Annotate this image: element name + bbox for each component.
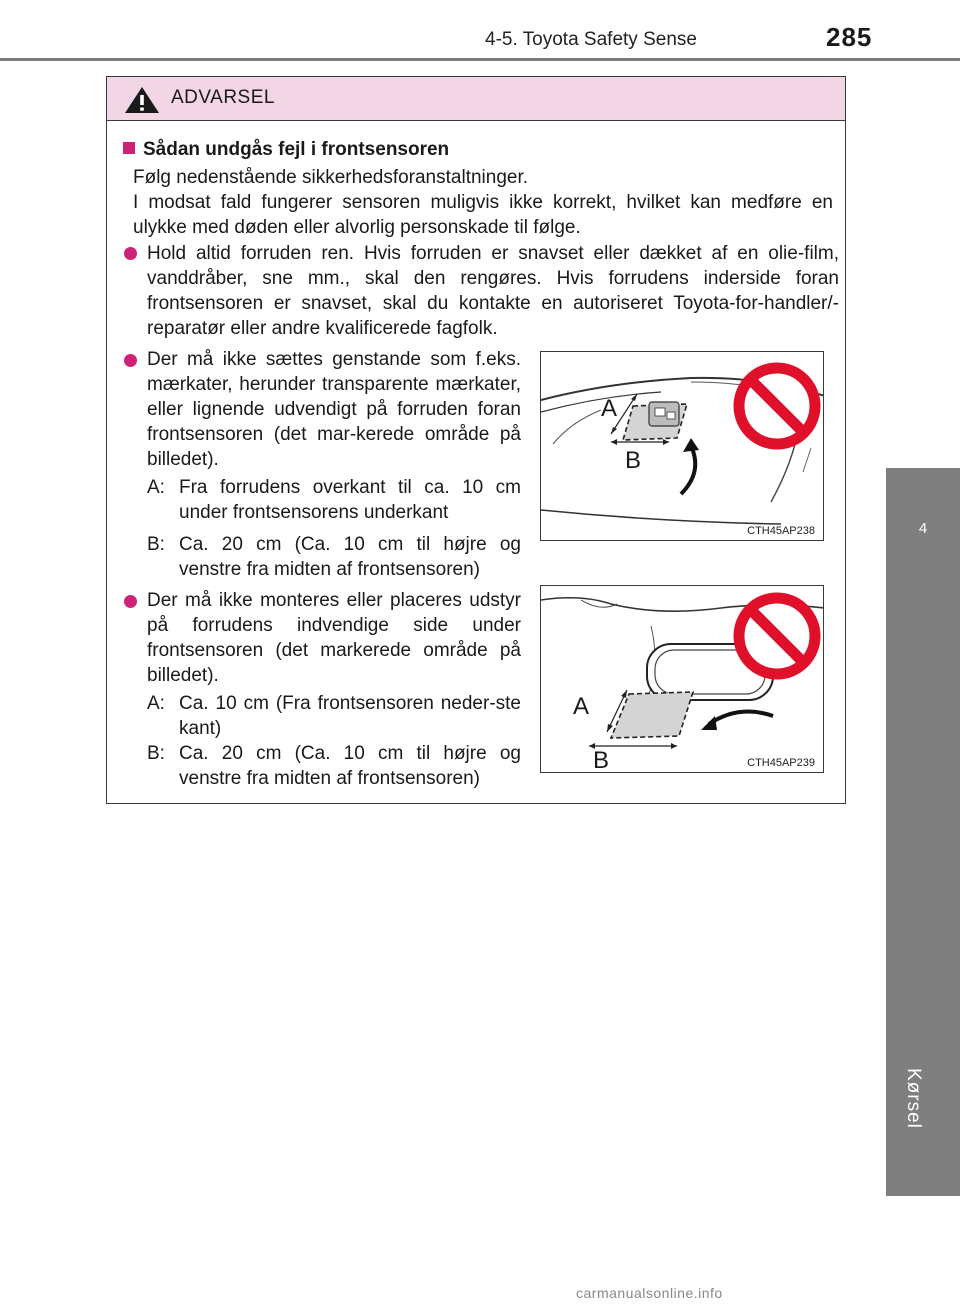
definition-key: B: (147, 743, 165, 764)
definition-a-outside (147, 475, 521, 525)
section-heading-text: Sådan undgås fejl i frontsensoren (143, 139, 450, 160)
definition-a-inside (147, 691, 521, 741)
warning-header (107, 77, 845, 121)
definition-text: Fra forrudens overkant til ca. 10 cm under frontsensorens underkant (179, 477, 521, 523)
chapter-tab (886, 468, 960, 1196)
definition-text: Ca. 20 cm (Ca. 10 cm til højre og venstre fra midten af frontsensoren) (179, 534, 521, 580)
watermark: carmanualsonline.info (576, 1285, 723, 1301)
figure-2-label-a: A (573, 693, 590, 720)
figure-2-code: CTH45AP239 (747, 757, 815, 769)
figure-2-label-b: B (593, 747, 610, 773)
windshield-inside-illustration (541, 586, 824, 773)
figure-windshield-outside (540, 351, 824, 541)
figure-windshield-inside (540, 585, 824, 773)
prohibition-icon (739, 598, 815, 674)
definition-key: A: (147, 693, 165, 714)
page-header (0, 0, 960, 62)
square-bullet-icon (123, 142, 135, 154)
header-rule (0, 58, 960, 61)
bullet-no-stickers-outside: Der må ikke sættes genstande som f.eks. mærkater, herunder transparente mærkater, eller lignende udvendigt på forruden foran frontsensoren (det mar-kerede område på billedet). (147, 349, 521, 470)
chapter-number: 4 (918, 520, 928, 537)
round-bullet-icon (124, 595, 137, 608)
round-bullet-icon (124, 354, 137, 367)
intro-line-1: Følg nedenstående sikkerhedsforanstaltninger. (133, 167, 529, 188)
bullet-keep-windshield-clean: Hold altid forruden ren. Hvis forruden er snavset eller dækket af en olie-film, vanddråber, sne mm., skal den rengøres. Hvis forrudens inderside foran frontsensoren er snavset, skal du kontakte en autoriseret Toyota-for-handler/-reparatør eller andre kvalificerede fagfolk. (147, 243, 839, 339)
definition-key: B: (147, 534, 165, 555)
section-heading (123, 137, 449, 162)
warning-box (106, 76, 846, 804)
page-number: 285 (826, 22, 873, 52)
section-title: 4-5. Toyota Safety Sense (485, 29, 697, 50)
definition-b-outside (147, 532, 521, 582)
definition-b-inside (147, 741, 521, 791)
chapter-label: Kørsel (903, 1068, 924, 1129)
figure-1-label-b: B (625, 447, 642, 474)
figure-1-label-a: A (601, 395, 618, 422)
figure-1-code: CTH45AP238 (747, 525, 815, 537)
bullet-no-equipment-inside: Der må ikke monteres eller placeres udstyr på forrudens indvendige side under frontsensoren (det markerede område på billedet). (147, 590, 521, 686)
prohibition-icon (739, 368, 815, 444)
round-bullet-icon (124, 247, 137, 260)
warning-triangle-icon (123, 85, 161, 115)
windshield-outside-illustration (541, 352, 824, 541)
definition-text: Ca. 10 cm (Fra frontsensoren neder-ste kant) (179, 693, 521, 739)
definition-key: A: (147, 477, 165, 498)
intro-line-2: I modsat fald fungerer sensoren muligvis ikke korrekt, hvilket kan medføre en ulykke med døden eller alvorlig personskade til følge. (133, 192, 833, 238)
warning-title: ADVARSEL (171, 87, 275, 108)
definition-text: Ca. 20 cm (Ca. 10 cm til højre og venstre fra midten af frontsensoren) (179, 743, 521, 789)
